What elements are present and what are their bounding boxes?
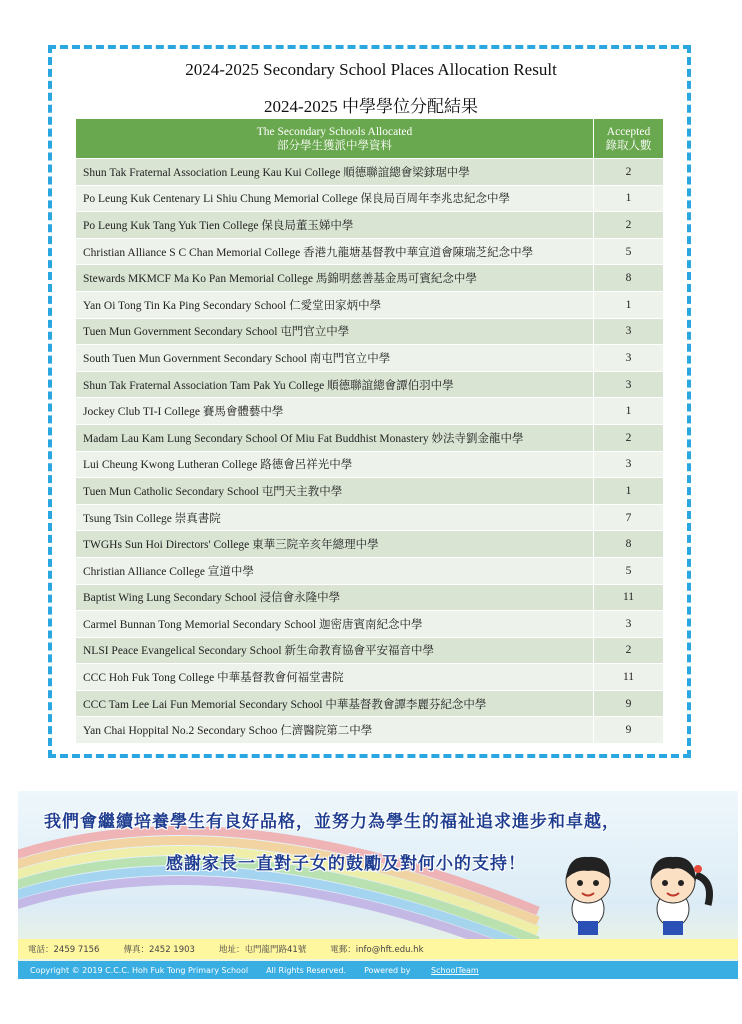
school-name-cell: South Tuen Mun Government Secondary School 南屯門官立中學 xyxy=(76,345,594,372)
footer-copyright: Copyright © 2019 C.C.C. Hoh Fuk Tong Primary School xyxy=(30,965,249,975)
table-row xyxy=(76,159,664,186)
table-row xyxy=(76,637,664,664)
table-row xyxy=(76,531,664,558)
school-name-cell: Lui Cheung Kwong Lutheran College 路德會呂祥光中學 xyxy=(76,451,594,478)
school-name-cell: Yan Chai Hoppital No.2 Secondary Schoo 仁濟醫院第二中學 xyxy=(76,717,594,744)
accepted-count-cell: 2 xyxy=(594,212,664,239)
table-row xyxy=(76,664,664,691)
school-name-cell: Shun Tak Fraternal Association Leung Kau Kui College 順德聯誼總會梁銶琚中學 xyxy=(76,159,594,186)
table-row xyxy=(76,238,664,265)
table-row xyxy=(76,557,664,584)
table-row xyxy=(76,265,664,292)
contact-email[interactable]: 電郵：info@hft.edu.hk xyxy=(330,945,424,955)
school-name-cell: Christian Alliance College 宣道中學 xyxy=(76,557,594,584)
table-row xyxy=(76,611,664,638)
table-row xyxy=(76,345,664,372)
accepted-count-cell: 3 xyxy=(594,451,664,478)
accepted-count-cell: 11 xyxy=(594,664,664,691)
table-row xyxy=(76,584,664,611)
school-banner xyxy=(18,791,738,979)
table-row xyxy=(76,398,664,425)
accepted-count-cell: 9 xyxy=(594,717,664,744)
school-name-cell: Stewards MKMCF Ma Ko Pan Memorial College 馬錦明慈善基金馬可賓紀念中學 xyxy=(76,265,594,292)
contact-phone: 電話：2459 7156 xyxy=(28,945,100,955)
school-name-cell: Madam Lau Kam Lung Secondary School Of Miu Fat Buddhist Monastery 妙法寺劉金龍中學 xyxy=(76,424,594,451)
schoolteam-link[interactable]: SchoolTeam xyxy=(431,965,479,975)
school-name-cell: Po Leung Kuk Centenary Li Shiu Chung Memorial College 保良局百周年李兆忠紀念中學 xyxy=(76,185,594,212)
header-school-en: The Secondary Schools Allocated xyxy=(256,125,413,138)
accepted-count-cell: 5 xyxy=(594,238,664,265)
footer-rights: All Rights Reserved. xyxy=(266,965,347,975)
accepted-count-cell: 9 xyxy=(594,690,664,717)
accepted-count-cell: 11 xyxy=(594,584,664,611)
school-name-cell: NLSI Peace Evangelical Secondary School 新生命教育協會平安福音中學 xyxy=(76,637,594,664)
school-name-cell: Shun Tak Fraternal Association Tam Pak Yu College 順德聯誼總會譚伯羽中學 xyxy=(76,371,594,398)
cartoon-students-illustration xyxy=(548,851,728,941)
school-name-cell: Tsung Tsin College 崇真書院 xyxy=(76,504,594,531)
accepted-count-cell: 5 xyxy=(594,557,664,584)
contact-fax: 傳真：2452 1903 xyxy=(123,945,195,955)
accepted-count-cell: 2 xyxy=(594,424,664,451)
school-name-cell: CCC Tam Lee Lai Fun Memorial Secondary School 中華基督教會譚李麗芬紀念中學 xyxy=(76,690,594,717)
school-name-cell: Po Leung Kuk Tang Yuk Tien College 保良局董玉娣中學 xyxy=(76,212,594,239)
table-row xyxy=(76,371,664,398)
table-row xyxy=(76,451,664,478)
footer-powered-prefix: Powered by xyxy=(364,965,411,975)
school-name-cell: Tuen Mun Government Secondary School 屯門官立中學 xyxy=(76,318,594,345)
accepted-count-cell: 3 xyxy=(594,371,664,398)
table-row xyxy=(76,504,664,531)
school-name-cell: Tuen Mun Catholic Secondary School 屯門天主教中學 xyxy=(76,478,594,505)
accepted-count-cell: 2 xyxy=(594,637,664,664)
accepted-count-cell: 1 xyxy=(594,478,664,505)
accepted-count-cell: 3 xyxy=(594,345,664,372)
header-count-en: Accepted xyxy=(606,125,651,138)
contact-address: 地址：屯門龍門路41號 xyxy=(218,945,307,955)
school-name-cell: CCC Hoh Fuk Tong College 中華基督教會何福堂書院 xyxy=(76,664,594,691)
table-row xyxy=(76,690,664,717)
slogan-line-1: 我們會繼續培養學生有良好品格，並努力為學生的福祉追求進步和卓越， xyxy=(44,812,620,832)
table-row xyxy=(76,318,664,345)
header-school xyxy=(76,119,594,159)
header-count-zh: 錄取人數 xyxy=(605,139,652,152)
accepted-count-cell: 1 xyxy=(594,398,664,425)
header-count xyxy=(594,119,664,159)
header-school-zh: 部分學生獲派中學資料 xyxy=(277,139,392,152)
table-row xyxy=(76,291,664,318)
accepted-count-cell: 3 xyxy=(594,318,664,345)
allocation-table xyxy=(75,118,664,744)
accepted-count-cell: 1 xyxy=(594,185,664,212)
slogan-line-2: 感謝家長一直對子女的鼓勵及對何小的支持！ xyxy=(166,854,526,874)
table-row xyxy=(76,424,664,451)
page-title-en: 2024-2025 Secondary School Places Allocation Result xyxy=(185,60,557,79)
table-row xyxy=(76,212,664,239)
footer-bar xyxy=(18,961,738,979)
school-name-cell: Baptist Wing Lung Secondary School 浸信會永隆中學 xyxy=(76,584,594,611)
school-name-cell: Jockey Club TI-I College 賽馬會體藝中學 xyxy=(76,398,594,425)
accepted-count-cell: 3 xyxy=(594,611,664,638)
accepted-count-cell: 1 xyxy=(594,291,664,318)
school-name-cell: TWGHs Sun Hoi Directors' College 東華三院辛亥年總理中學 xyxy=(76,531,594,558)
footer-powered xyxy=(364,966,497,975)
table-body xyxy=(76,159,664,744)
school-name-cell: Christian Alliance S C Chan Memorial College 香港九龍塘基督教中華宣道會陳瑞芝紀念中學 xyxy=(76,238,594,265)
table-row xyxy=(76,478,664,505)
accepted-count-cell: 2 xyxy=(594,159,664,186)
school-name-cell: Carmel Bunnan Tong Memorial Secondary School 迦密唐賓南紀念中學 xyxy=(76,611,594,638)
table-row xyxy=(76,717,664,744)
accepted-count-cell: 8 xyxy=(594,265,664,292)
accepted-count-cell: 8 xyxy=(594,531,664,558)
table-row xyxy=(76,185,664,212)
table-header-row xyxy=(76,119,664,159)
school-name-cell: Yan Oi Tong Tin Ka Ping Secondary School 仁愛堂田家炳中學 xyxy=(76,291,594,318)
page-title-zh: 2024-2025 中學學位分配結果 xyxy=(264,97,478,116)
contact-bar xyxy=(18,939,738,959)
accepted-count-cell: 7 xyxy=(594,504,664,531)
